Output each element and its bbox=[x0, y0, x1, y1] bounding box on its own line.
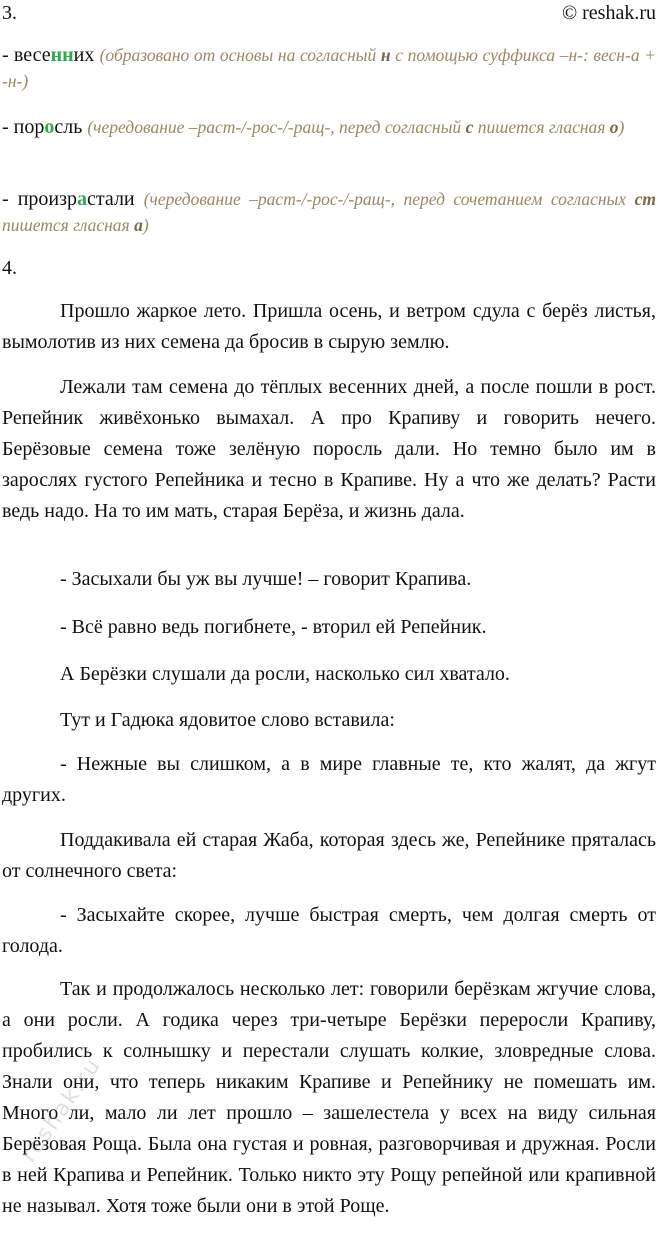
word-analysis-item: - поросль (чередование –раст-/-рос-/-ращ-, перед согласный с пишется гласная о) bbox=[2, 116, 625, 138]
word: поросль bbox=[13, 116, 83, 138]
text-paragraph: - Засыхали бы уж вы лучше! – говорит Крапива. bbox=[60, 568, 472, 590]
text-paragraph: А Берёзки слушали да росли, насколько сил хватало. bbox=[60, 663, 510, 685]
task-number: 4. bbox=[2, 257, 17, 279]
explanation-note: (чередование –раст-/-рос-/-ращ-, перед сочетанием согласных ст пишется гласная а) bbox=[2, 189, 656, 235]
highlighted-letters: а bbox=[77, 188, 88, 210]
word: произрастали bbox=[17, 188, 135, 210]
text-paragraph: Так и продолжалось несколько лет: говорили берёзкам жгучие слова, а они росли. А годика через три-четыре Берёзки переросли Крапиву, пробились к солнышку и перестали слушать колкие, зловредные слова. Знали они, что теперь никаким Крапиве и Репейнику не помешать им. Много ли, мало ли лет прошло – зашелестела у всех на виду сильная Берёзовая Роща. Была она густая и ровная, разговорчивая и дружная. Росли в ней Крапива и Репейник. Только никто эту Рощу репейной или крапивной не называл. Хотя тоже были они в этой Роще. bbox=[2, 978, 656, 1217]
page-header bbox=[2, 0, 656, 26]
highlighted-letters: о bbox=[44, 116, 55, 138]
text-paragraph: - Нежные вы слишком, а в мире главные те, кто жалят, да жгут других. bbox=[2, 753, 656, 806]
highlighted-letters: нн bbox=[50, 44, 74, 66]
task-number: 3. bbox=[2, 2, 17, 24]
text-paragraph: - Всё равно ведь погибнете, - вторил ей Репейник. bbox=[60, 616, 487, 638]
word-analysis-item: - произрастали (чередование –раст-/-рос-/-ращ-, перед сочетанием согласных ст пишется гласная а) bbox=[2, 188, 656, 235]
site-credit: © reshak.ru bbox=[561, 2, 656, 24]
word-analysis-item: - весенних (образовано от основы на согласный н с помощью суффикса –н-: весн-а + -н-) bbox=[2, 44, 656, 91]
text-paragraph: Лежали там семена до тёплых весенних дней, а после пошли в рост. Репейник живёхонько вымахал. А про Крапиву и говорить нечего. Берёзовые семена тоже зелёную поросль дали. Но темно было им в зарослях густого Репейника и тесно в Крапиве. Ну а что же делать? Расти ведь надо. На то им мать, старая Берёза, и жизнь дала. bbox=[2, 376, 656, 522]
text-paragraph: Тут и Гадюка ядовитое слово вставила: bbox=[60, 709, 395, 731]
text-paragraph: Прошло жаркое лето. Пришла осень, и ветром сдула с берёз листья, вымолотив из них семена да бросив в сырую землю. bbox=[2, 300, 656, 353]
explanation-note: (чередование –раст-/-рос-/-ращ-, перед согласный с пишется гласная о) bbox=[87, 117, 625, 137]
watermark: reshak.ru bbox=[16, 1053, 107, 1168]
text-paragraph: - Засыхайте скорее, лучше быстрая смерть, чем долгая смерть от голода. bbox=[2, 904, 656, 957]
word: весенних bbox=[13, 44, 95, 66]
explanation-note: (образовано от основы на согласный н с помощью суффикса –н-: весн-а + -н-) bbox=[2, 45, 656, 91]
text-paragraph: Поддакивала ей старая Жаба, которая здесь же, Репейнике пряталась от солнечного света: bbox=[2, 829, 656, 882]
